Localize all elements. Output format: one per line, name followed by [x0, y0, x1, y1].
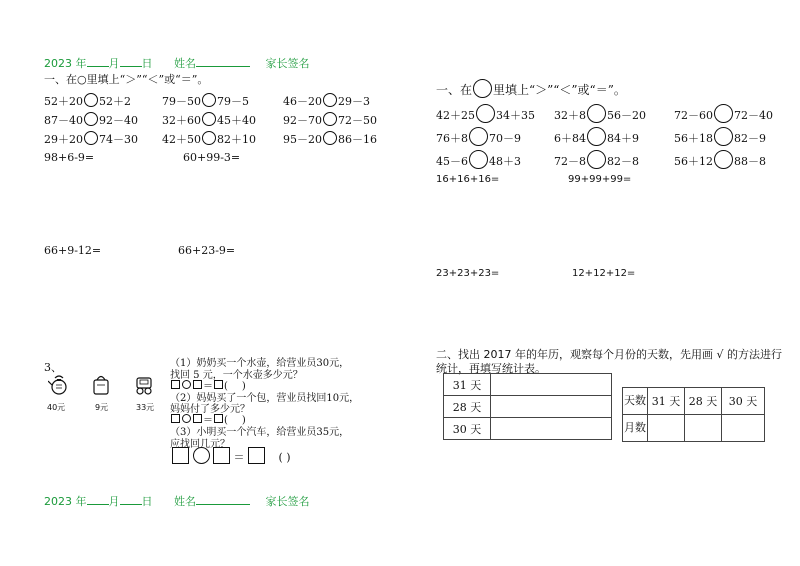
- compare-item: [283, 131, 377, 147]
- stat-data-row: [623, 415, 765, 442]
- compare-left: 45－6: [436, 155, 468, 168]
- kettle-icon: [48, 372, 70, 396]
- problem1-line2: 找回 5 元，一个水壶多少元？: [170, 370, 303, 381]
- compare-item: [283, 93, 370, 109]
- right-calc-1: 16+16+16=: [436, 174, 500, 185]
- problem2-line1: （2）妈妈买了一个包，营业员找回10元，: [170, 393, 360, 404]
- left-section1-title: 一、在○里填上“＞”“＜”或“＝”。: [44, 73, 209, 86]
- compare-left: 6＋84: [554, 132, 586, 145]
- compare-circle-blank[interactable]: [714, 150, 733, 169]
- compare-item: [283, 112, 377, 128]
- compare-left: 79－50: [162, 95, 201, 108]
- stat-months-label: 月数: [623, 415, 648, 442]
- problem1-line1: （1）奶奶买一个水壶，给营业员30元，: [170, 358, 350, 369]
- compare-circle-blank[interactable]: [587, 127, 606, 146]
- tally-label: 31 天: [444, 374, 491, 396]
- price-bag: 9元: [95, 403, 109, 412]
- compare-left: 72－8: [554, 155, 586, 168]
- problem2-answer-frame[interactable]: ＝ ( ): [170, 411, 246, 426]
- compare-right: 34＋35: [496, 109, 535, 122]
- tally-label: 30 天: [444, 418, 491, 440]
- compare-circle-blank[interactable]: [587, 104, 606, 123]
- compare-item: [554, 104, 646, 123]
- header-parent-sign: 家长签名: [265, 57, 310, 70]
- left-calc-4: 66+23-9=: [178, 244, 236, 257]
- header-bottom-parent-sign: 家长签名: [265, 495, 310, 508]
- stat-header-days: 天数: [623, 388, 648, 415]
- header-bottom: [44, 493, 310, 509]
- q3-number: 3、: [44, 361, 62, 374]
- compare-left: 72－60: [674, 109, 713, 122]
- problem2-line2: 妈妈付了多少元？: [170, 404, 250, 415]
- stat-header-30: 30 天: [722, 388, 765, 415]
- header-day: 日: [141, 57, 153, 70]
- left-calc-1: 98+6-9=: [44, 151, 95, 164]
- compare-circle-blank[interactable]: [323, 93, 337, 107]
- tally-cell[interactable]: [491, 418, 612, 440]
- compare-circle-blank[interactable]: [84, 131, 98, 145]
- compare-right: 79－5: [217, 95, 249, 108]
- compare-circle-blank[interactable]: [469, 150, 488, 169]
- tally-row: [444, 396, 612, 418]
- header-bottom-year: 2023 年: [44, 495, 87, 508]
- right-calc-2: 99+99+99=: [568, 174, 632, 185]
- name-blank[interactable]: [196, 66, 250, 67]
- compare-left: 56＋12: [674, 155, 713, 168]
- header-bottom-name: 姓名: [174, 495, 196, 508]
- stat-header-row: [623, 388, 765, 415]
- tally-row: [444, 374, 612, 396]
- compare-left: 46－20: [283, 95, 322, 108]
- compare-item: [44, 93, 131, 109]
- compare-item: [44, 131, 138, 147]
- compare-item: [436, 150, 521, 169]
- compare-item: [674, 127, 766, 146]
- compare-left: 95－20: [283, 133, 322, 146]
- compare-right: 45＋40: [217, 114, 256, 127]
- compare-circle-blank[interactable]: [84, 112, 98, 126]
- stat-table: [622, 387, 765, 442]
- stat-cell[interactable]: [648, 415, 685, 442]
- header-name-label: 姓名: [174, 57, 196, 70]
- compare-item: [162, 93, 249, 109]
- compare-right: 72－40: [734, 109, 773, 122]
- compare-item: [436, 104, 535, 123]
- compare-item: [554, 127, 639, 146]
- stat-header-28: 28 天: [685, 388, 722, 415]
- problem1-answer-frame[interactable]: ＝ ( ): [170, 377, 246, 392]
- compare-item: [162, 131, 256, 147]
- compare-item: [44, 112, 138, 128]
- header-bottom-month: 月: [108, 495, 120, 508]
- compare-item: [162, 112, 256, 128]
- compare-left: 52＋20: [44, 95, 83, 108]
- compare-circle-blank[interactable]: [84, 93, 98, 107]
- problem3-line1: （3）小明买一个汽车，给营业员35元，: [170, 427, 350, 438]
- compare-item: [674, 150, 766, 169]
- compare-left: 76＋8: [436, 132, 468, 145]
- right-calc-3: 23+23+23=: [436, 268, 500, 279]
- compare-left: 87－40: [44, 114, 83, 127]
- left-calc-2: 60+99-3=: [183, 151, 241, 164]
- compare-right: 88－8: [734, 155, 766, 168]
- compare-circle-blank[interactable]: [202, 112, 216, 126]
- compare-left: 29＋20: [44, 133, 83, 146]
- stat-cell[interactable]: [722, 415, 765, 442]
- compare-circle-blank[interactable]: [587, 150, 606, 169]
- compare-right: 86－16: [338, 133, 377, 146]
- price-car: 33元: [136, 403, 155, 412]
- compare-right: 48＋3: [489, 155, 521, 168]
- compare-right: 92－40: [99, 114, 138, 127]
- left-calc-3: 66+9-12=: [44, 244, 102, 257]
- compare-left: 42＋50: [162, 133, 201, 146]
- compare-left: 32＋8: [554, 109, 586, 122]
- compare-right: 82－9: [734, 132, 766, 145]
- compare-left: 32＋60: [162, 114, 201, 127]
- compare-right: 52＋2: [99, 95, 131, 108]
- compare-item: [674, 104, 773, 123]
- compare-right: 29－3: [338, 95, 370, 108]
- tally-label: 28 天: [444, 396, 491, 418]
- section2-line1: 二、找出 2017 年的年历，观察每个月份的天数，先用画 √ 的方法进行: [436, 348, 782, 361]
- problem3-answer-frame[interactable]: ＝ ( ): [172, 447, 291, 465]
- right-calc-4: 12+12+12=: [572, 268, 636, 279]
- compare-right: 72－50: [338, 114, 377, 127]
- tally-table: [443, 373, 612, 440]
- compare-circle-blank[interactable]: [476, 104, 495, 123]
- bag-icon: [91, 372, 111, 396]
- compare-left: 92－70: [283, 114, 322, 127]
- problem3-paren: ( ): [278, 451, 291, 464]
- compare-circle-blank[interactable]: [323, 131, 337, 145]
- right-section1-title: [436, 79, 626, 98]
- stat-header-31: 31 天: [648, 388, 685, 415]
- compare-right: 82＋10: [217, 133, 256, 146]
- compare-circle-blank[interactable]: [714, 104, 733, 123]
- header-bottom-day: 日: [141, 495, 153, 508]
- stat-cell[interactable]: [685, 415, 722, 442]
- header-month: 月: [108, 57, 120, 70]
- compare-circle-blank[interactable]: [469, 127, 488, 146]
- compare-right: 84＋9: [607, 132, 639, 145]
- compare-circle-blank[interactable]: [202, 93, 216, 107]
- tally-cell[interactable]: [491, 374, 612, 396]
- problem3-line2: 应找回几元？: [170, 439, 230, 450]
- tally-row: [444, 418, 612, 440]
- circle-icon: [473, 79, 492, 98]
- compare-circle-blank[interactable]: [714, 127, 733, 146]
- compare-circle-blank[interactable]: [323, 112, 337, 126]
- header-year: 2023 年: [44, 57, 87, 70]
- compare-left: 56＋18: [674, 132, 713, 145]
- right-title-part-b: 里填上“＞”“＜”或“＝”。: [493, 83, 626, 97]
- toy-car-icon: [133, 374, 155, 396]
- compare-right: 56－20: [607, 109, 646, 122]
- compare-right: 82－8: [607, 155, 639, 168]
- compare-right: 74－30: [99, 133, 138, 146]
- name-blank-bottom[interactable]: [196, 504, 250, 505]
- price-kettle: 40元: [47, 403, 66, 412]
- header-top: [44, 55, 310, 71]
- compare-item: [554, 150, 639, 169]
- compare-left: 42＋25: [436, 109, 475, 122]
- section2-line2: 统计，再填写统计表。: [436, 362, 546, 375]
- compare-item: [436, 127, 521, 146]
- compare-right: 70－9: [489, 132, 521, 145]
- tally-cell[interactable]: [491, 396, 612, 418]
- right-title-part-a: 一、在: [436, 83, 473, 97]
- compare-circle-blank[interactable]: [202, 131, 216, 145]
